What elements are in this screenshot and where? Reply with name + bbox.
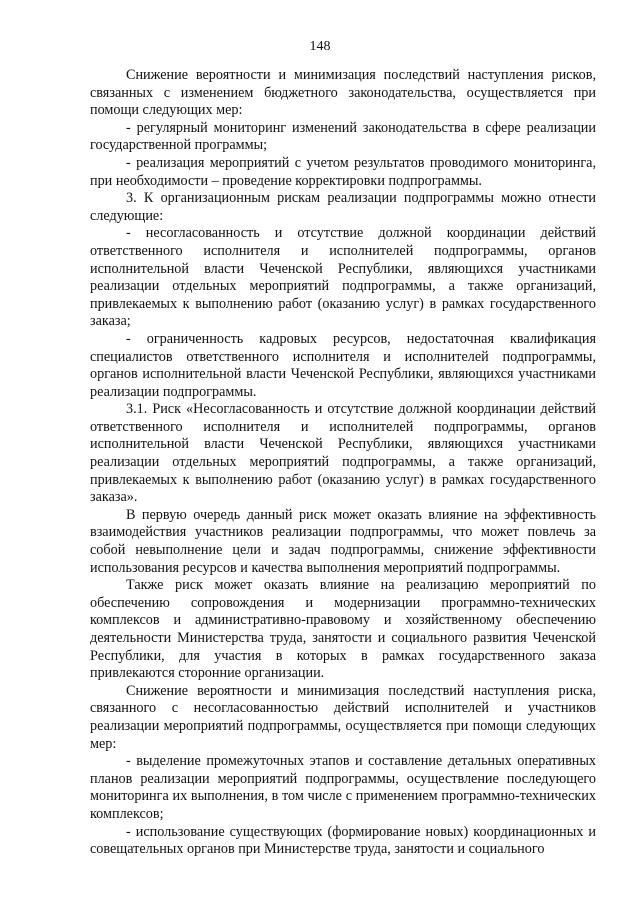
list-item-intermediate-stages: - выделение промежуточных этапов и составление детальных оперативных планов реализации мероприятий подпрограммы, осуществление последующего мониторинга их выполнения, в том числе с применением программно-технических комплексов; <box>90 753 596 822</box>
page-number: 148 <box>309 39 331 54</box>
paragraph-risk-mitigation-budget: Снижение вероятности и минимизация последствий наступления рисков, связанных с изменением бюджетного законодательства, осуществляется при помощи следующих мер: <box>90 67 596 119</box>
list-item-coordination-bodies: - использование существующих (формирование новых) координационных и совещательных органов при Министерстве труда, занятости и социального <box>90 823 596 858</box>
list-item-lack-of-coordination: - несогласованность и отсутствие должной координации действий ответственного исполнителя и исполнителей подпрограммы, органов исполнительной власти Чеченской Республики, являющихся участниками реализации отдельных мероприятий подпрограммы, а также организаций, привлекаемых к выполнению работ (оказанию услуг) в рамках государственного заказа; <box>90 225 596 330</box>
list-item-limited-staff: - ограниченность кадровых ресурсов, недостаточная квалификация специалистов ответственного исполнителя и исполнителей подпрограммы, органов исполнительной власти Чеченской Республики, являющихся участниками реализации подпрограммы. <box>90 330 596 400</box>
paragraph-risk-mitigation-coordination: Снижение вероятности и минимизация последствий наступления риска, связанного с несогласованностью действий исполнителей и участников реализации мероприятий подпрограммы, осуществляется при помощи следующих мер: <box>90 682 596 752</box>
paragraph-organizational-risks: 3. К организационным рискам реализации подпрограммы можно отнести следующие: <box>90 190 596 224</box>
document-body <box>90 67 596 859</box>
list-item-legislation-monitoring: - регулярный мониторинг изменений законодательства в сфере реализации государственной программы; <box>90 119 596 154</box>
list-item-monitoring-measures: - реализация мероприятий с учетом результатов проводимого мониторинга, при необходимости – проведение корректировки подпрограммы. <box>90 154 596 189</box>
paragraph-risk-impact-modernization: Также риск может оказать влияние на реализацию мероприятий по обеспечению сопровождения и модернизации программно-технических комплексов и административно-правовому и хозяйственному обеспечению деятельности Министерства труда, занятости и социального развития Чеченской Республики, для участия в которых в рамках государственного заказа привлекаются сторонние организации. <box>90 577 596 682</box>
paragraph-risk-3-1: 3.1. Риск «Несогласованность и отсутствие должной координации действий ответственного исполнителя и исполнителей подпрограммы, органов исполнительной власти Чеченской Республики, являющихся участниками реализации отдельных мероприятий подпрограммы, а также организаций, привлекаемых к выполнению работ (оказанию услуг) в рамках государственного заказа». <box>90 401 596 506</box>
paragraph-risk-impact: В первую очередь данный риск может оказать влияние на эффективность взаимодействия участников реализации подпрограммы, что может повлечь за собой невыполнение цели и задач подпрограммы, снижение эффективности использования ресурсов и качества выполнения мероприятий подпрограммы. <box>90 506 596 576</box>
